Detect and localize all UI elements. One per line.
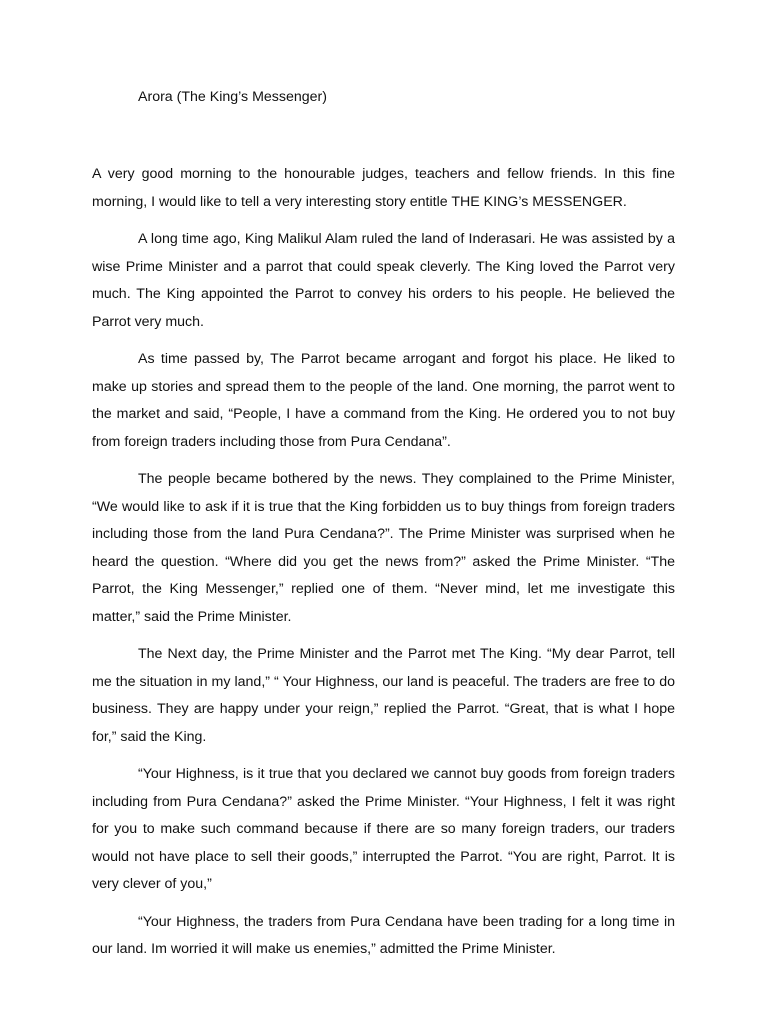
paragraph-7: “Your Highness, the traders from Pura Cendana have been trading for a long time in our land. Im worried it will make us enemies,” admitted the Prime Minister. — [92, 913, 675, 957]
paragraph-intro: A very good morning to the honourable judges, teachers and fellow friends. In this fine morning, I would like to tell a very interesting story entitle THE KING’s MESSENGER. — [92, 166, 675, 210]
document-title: Arora (The King’s Messenger) — [138, 89, 327, 105]
paragraph-4: The people became bothered by the news. They complained to the Prime Minister, “We would like to ask if it is true that the King forbidden us to buy things from foreign traders including those from the land Pura Cendana?”. The Prime Minister was surprised when he heard the question. “Where did you get the news from?” asked the Prime Minister. “The Parrot, the King Messenger,” replied one of them. “Never mind, let me investigate this matter,” said the Prime Minister. — [92, 471, 675, 625]
paragraph-6: “Your Highness, is it true that you declared we cannot buy goods from foreign traders including from Pura Cendana?” asked the Prime Minister. “Your Highness, I felt it was right for you to make such command because if there are so many foreign traders, our traders would not have place to sell their goods,” interrupted the Parrot. “You are right, Parrot. It is very clever of you,” — [92, 766, 675, 892]
paragraph-3: As time passed by, The Parrot became arrogant and forgot his place. He liked to make up stories and spread them to the people of the land. One morning, the parrot went to the market and said, “People, I have a command from the King. He ordered you to not buy from foreign traders including those from Pura Cendana”. — [92, 351, 675, 450]
document-body — [92, 86, 675, 964]
paragraph-2: A long time ago, King Malikul Alam ruled the land of Inderasari. He was assisted by a wise Prime Minister and a parrot that could speak cleverly. The King loved the Parrot very much. The King appointed the Parrot to convey his orders to his people. He believed the Parrot very much. — [92, 231, 675, 330]
paragraph-5: The Next day, the Prime Minister and the Parrot met The King. “My dear Parrot, tell me the situation in my land,” “ Your Highness, our land is peaceful. The traders are free to do business. They are happy under your reign,” replied the Parrot. “Great, that is what I hope for,” said the King. — [92, 646, 675, 745]
